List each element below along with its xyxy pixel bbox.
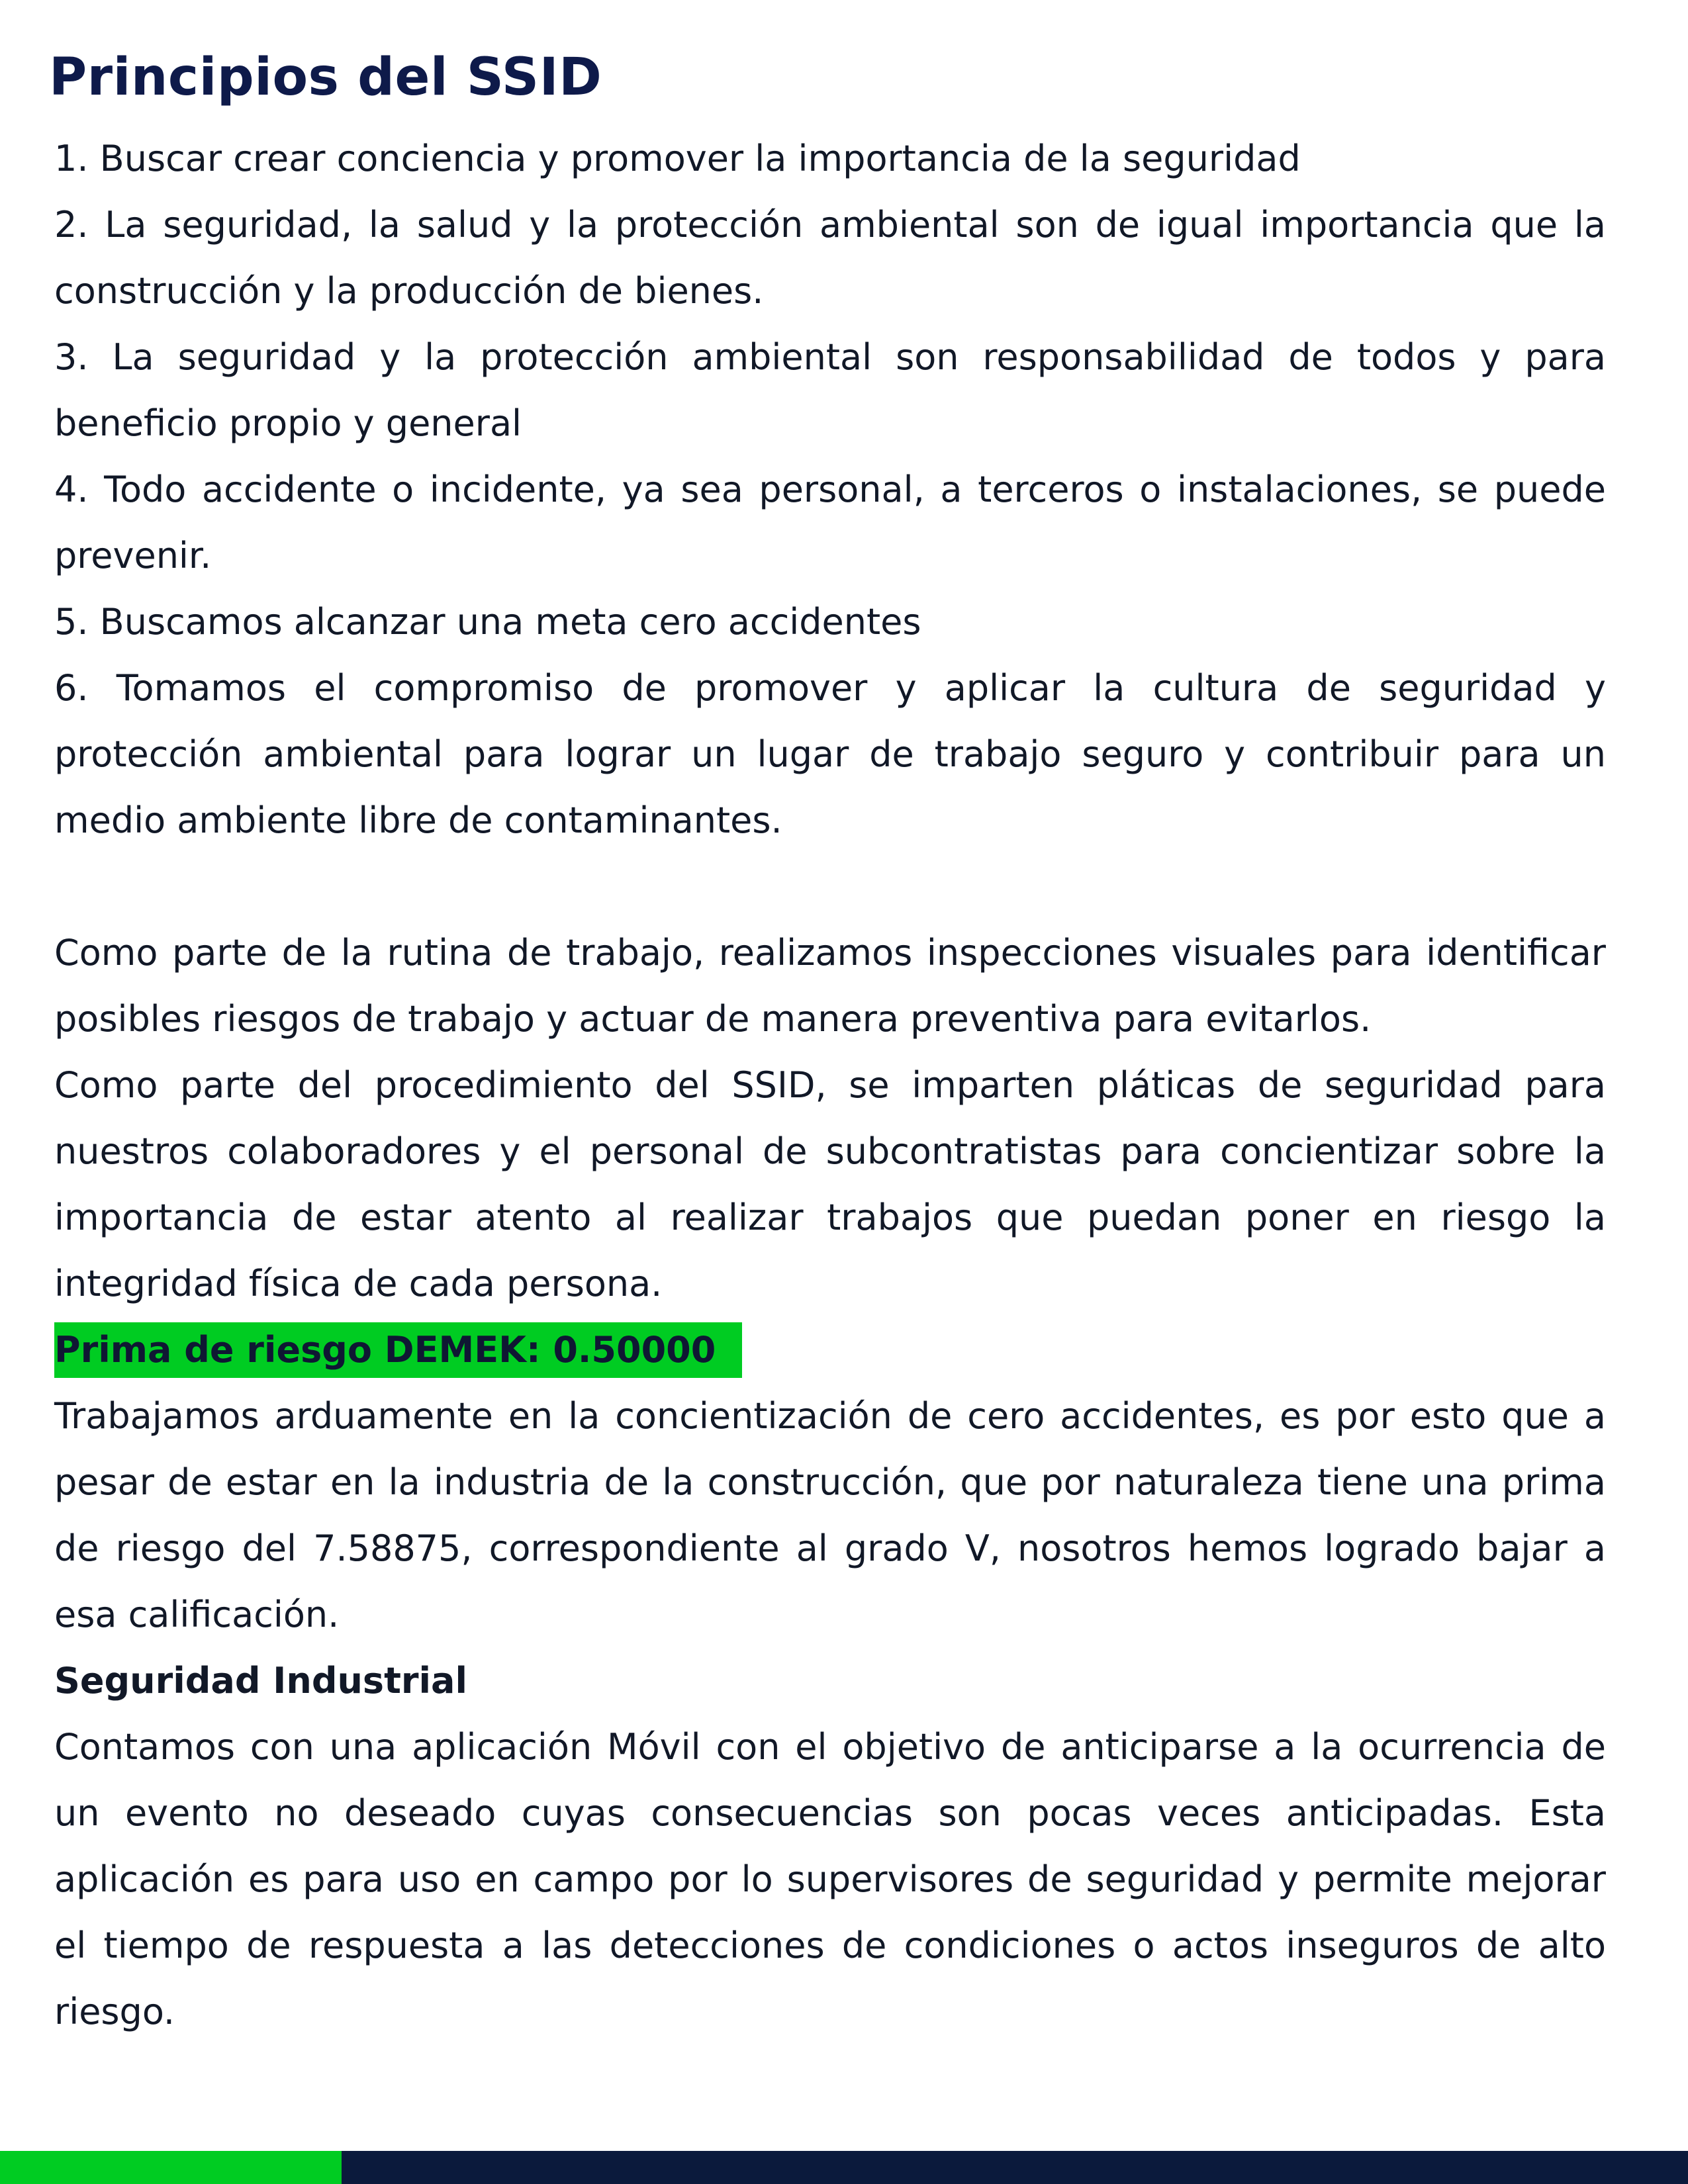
page-title: Principios del SSID — [49, 48, 602, 107]
principle-item-2: 2. La seguridad, la salud y la protección ambiental son de igual importancia que la construcción y la producción de bienes. — [54, 204, 1606, 312]
risk-premium-paragraph: Trabajamos arduamente en la concientización de cero accidentes, es por esto que a pesar de estar en la industria de la construcción, que por naturaleza tiene una prima de riesgo del 7.58875, correspondiente al grado V, nosotros hemos logrado bajar a esa calificación. — [54, 1395, 1606, 1635]
footer-accent-navy — [342, 2151, 1688, 2184]
risk-premium-row — [54, 1317, 1606, 1383]
inspections-paragraph: Como parte de la rutina de trabajo, realizamos inspecciones visuales para identificar posibles riesgos de trabajo y actuar de manera preventiva para evitarlos. — [54, 932, 1606, 1040]
paragraph-spacer — [54, 854, 1606, 920]
industrial-safety-paragraph: Contamos con una aplicación Móvil con el objetivo de anticiparse a la ocurrencia de un evento no deseado cuyas consecuencias son pocas veces anticipadas. Esta aplicación es para uso en campo por lo supervisores de seguridad y permite mejorar el tiempo de respuesta a las detecciones de condiciones o actos inseguros de alto riesgo. — [54, 1726, 1606, 2032]
principle-item-4: 4. Todo accidente o incidente, ya sea personal, a terceros o instalaciones, se puede prevenir. — [54, 469, 1606, 576]
document-body — [54, 126, 1606, 2045]
principle-item-1: 1. Buscar crear conciencia y promover la importancia de la seguridad — [54, 138, 1301, 179]
risk-premium-label: Prima de riesgo DEMEK: 0.50000 — [54, 1322, 742, 1378]
industrial-safety-heading: Seguridad Industrial — [54, 1660, 467, 1702]
principle-item-3: 3. La seguridad y la protección ambiental son responsabilidad de todos y para beneficio propio y general — [54, 336, 1606, 444]
footer-bar — [0, 2151, 1688, 2184]
safety-talks-paragraph: Como parte del procedimiento del SSID, se imparten pláticas de seguridad para nuestros colaboradores y el personal de subcontratistas para concientizar sobre la importancia de estar atento al realizar trabajos que puedan poner en riesgo la integridad física de cada persona. — [54, 1064, 1606, 1304]
principle-item-6: 6. Tomamos el compromiso de promover y aplicar la cultura de seguridad y protección ambiental para lograr un lugar de trabajo seguro y contribuir para un medio ambiente libre de contaminantes. — [54, 667, 1606, 841]
footer-accent-green — [0, 2151, 342, 2184]
principle-item-5: 5. Buscamos alcanzar una meta cero accidentes — [54, 601, 921, 643]
